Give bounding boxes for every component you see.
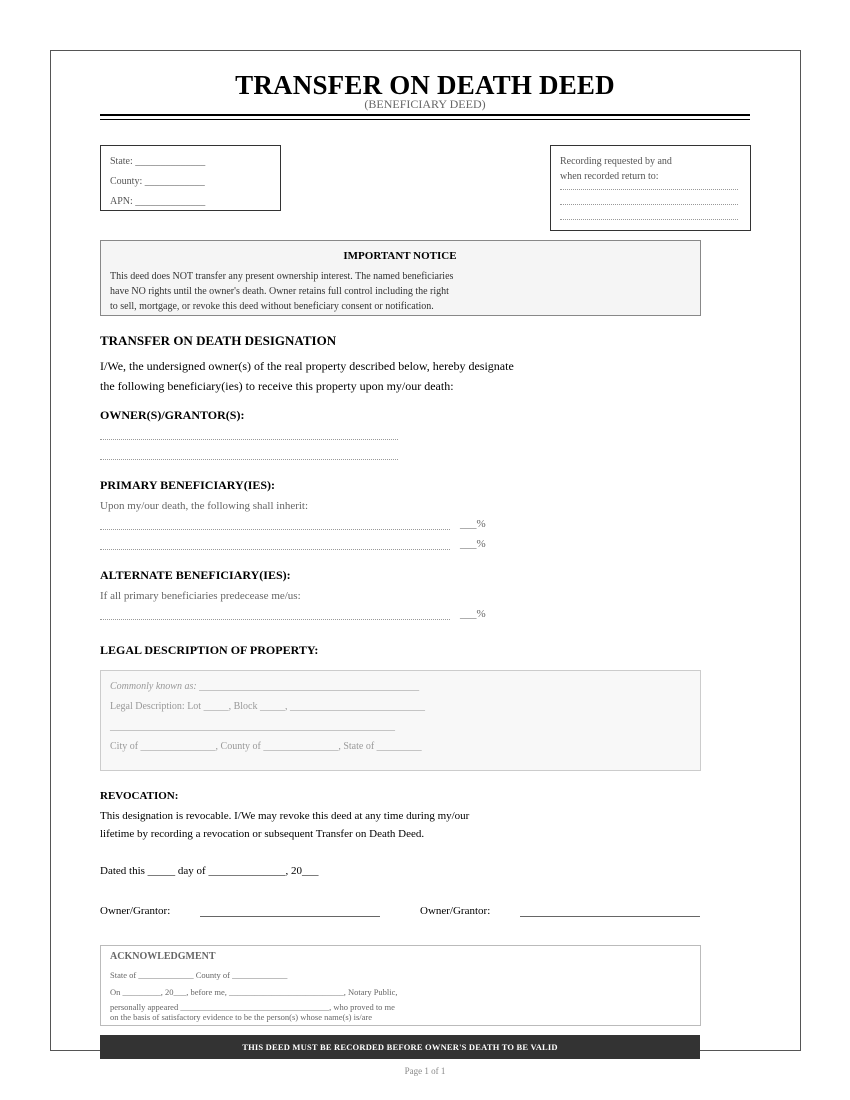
recording-warning-banner: THIS DEED MUST BE RECORDED BEFORE OWNER'S DEATH TO BE VALID xyxy=(100,1035,700,1059)
commonly-known-field[interactable]: Commonly known as: ____________________________________________ xyxy=(110,681,420,692)
alternate-heading: ALTERNATE BENEFICIARY(IES): xyxy=(100,568,291,582)
recording-label-line2: when recorded return to: xyxy=(560,171,659,182)
title-rule-thick xyxy=(100,114,750,116)
revocation-heading: REVOCATION: xyxy=(100,790,179,802)
alternate-beneficiary-line-1[interactable] xyxy=(100,619,450,620)
designation-line-2: the following beneficiary(ies) to receive this property upon my/our death: xyxy=(100,379,454,393)
recording-line-2[interactable] xyxy=(560,204,738,205)
primary-percent-1[interactable]: ___% xyxy=(460,518,486,530)
acknowledgment-line-1: State of _____________ County of _____________ xyxy=(110,970,288,980)
state-field[interactable]: State: ______________ xyxy=(110,156,206,167)
signature-line-2[interactable] xyxy=(520,916,700,917)
alternate-percent-1[interactable]: ___% xyxy=(460,608,486,620)
notice-line-1: This deed does NOT transfer any present ownership interest. The named beneficiaries xyxy=(110,271,454,282)
apn-field[interactable]: APN: ______________ xyxy=(110,196,206,207)
acknowledgment-line-4: on the basis of satisfactory evidence to be the person(s) whose name(s) is/are xyxy=(110,1012,372,1022)
acknowledgment-line-2: On _________, 20___, before me, ___________________________, Notary Public, xyxy=(110,987,398,997)
owner-line-1[interactable] xyxy=(100,439,398,440)
dated-line[interactable]: Dated this _____ day of ______________, 20___ xyxy=(100,865,319,877)
document-title: TRANSFER ON DEATH DEED xyxy=(235,70,615,100)
owner-line-2[interactable] xyxy=(100,459,398,460)
owners-heading: OWNER(S)/GRANTOR(S): xyxy=(100,408,245,422)
primary-percent-2[interactable]: ___% xyxy=(460,538,486,550)
recording-line-1[interactable] xyxy=(560,189,738,190)
recording-label-line1: Recording requested by and xyxy=(560,156,672,167)
notice-title: IMPORTANT NOTICE xyxy=(343,250,457,262)
primary-instruction: Upon my/our death, the following shall inherit: xyxy=(100,500,309,512)
notice-line-2: have NO rights until the owner's death. Owner retains full control including the right xyxy=(110,286,449,297)
primary-heading: PRIMARY BENEFICIARY(IES): xyxy=(100,478,276,492)
designation-line-1: I/We, the undersigned owner(s) of the real property described below, hereby designate xyxy=(100,359,514,373)
acknowledgment-line-3: personally appeared ___________________________________, who proved to me xyxy=(110,1002,395,1012)
title-rule-thin xyxy=(100,119,750,120)
acknowledgment-title: ACKNOWLEDGMENT xyxy=(110,951,216,962)
primary-beneficiary-line-2[interactable] xyxy=(100,549,450,550)
revocation-line-2: lifetime by recording a revocation or subsequent Transfer on Death Deed. xyxy=(100,828,425,840)
signature-label-1: Owner/Grantor: xyxy=(100,905,171,917)
city-county-state-field[interactable]: City of _______________, County of _______________, State of _________ xyxy=(110,741,422,752)
page-number: Page 1 of 1 xyxy=(404,1066,446,1076)
legal-description-field[interactable]: Legal Description: Lot _____, Block _____, ___________________________ xyxy=(110,701,425,712)
county-field[interactable]: County: ____________ xyxy=(110,176,205,187)
document-subtitle: (BENEFICIARY DEED) xyxy=(364,97,486,111)
revocation-line-1: This designation is revocable. I/We may revoke this deed at any time during my/our xyxy=(100,810,470,822)
signature-label-2: Owner/Grantor: xyxy=(420,905,491,917)
notice-line-3: to sell, mortgage, or revoke this deed without beneficiary consent or notification. xyxy=(110,301,434,312)
legal-blank-line[interactable]: _________________________________________________________ xyxy=(110,721,395,732)
signature-line-1[interactable] xyxy=(200,916,380,917)
primary-beneficiary-line-1[interactable] xyxy=(100,529,450,530)
alternate-instruction: If all primary beneficiaries predecease me/us: xyxy=(100,590,301,602)
recording-line-3[interactable] xyxy=(560,219,738,220)
designation-heading: TRANSFER ON DEATH DESIGNATION xyxy=(100,333,337,348)
legal-heading: LEGAL DESCRIPTION OF PROPERTY: xyxy=(100,643,319,657)
